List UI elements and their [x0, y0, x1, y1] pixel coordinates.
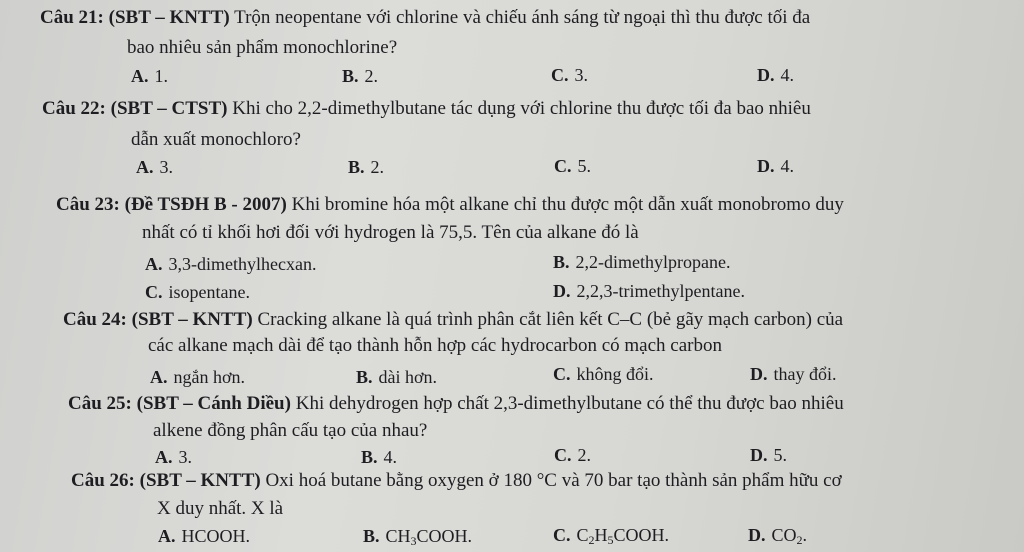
option-c: C. isopentane.: [145, 282, 250, 302]
question-source: (SBT – Cánh Diều): [136, 393, 291, 414]
question-23-line2: nhất có tỉ khối hơi đối với hydrogen là 75,5. Tên của alkane đó là: [142, 222, 639, 243]
question-25-line2: alkene đồng phân cấu tạo của nhau?: [153, 420, 428, 441]
option-b: B. 2.: [348, 157, 385, 177]
question-text: Khi cho 2,2-dimethylbutane tác dụng với chlorine thu được tối đa bao nhiêu: [232, 98, 811, 119]
question-source: (SBT – CTST): [110, 98, 228, 119]
question-text: Oxi hoá butane bằng oxygen ở 180 °C và 70 bar tạo thành sản phẩm hữu cơ: [265, 470, 842, 491]
question-26-line2: X duy nhất. X là: [157, 498, 284, 519]
question-source: (SBT – KNTT): [108, 7, 230, 28]
option-c: C. 2.: [554, 445, 591, 465]
question-source: (SBT – KNTT): [139, 470, 261, 491]
question-text: Cracking alkane là quá trình phân cắt liên kết C–C (bẻ gãy mạch carbon) của: [257, 309, 844, 330]
question-text: Khi bromine hóa một alkane chỉ thu được một dẫn xuất monobromo duy: [291, 194, 844, 215]
question-source: (SBT – KNTT): [131, 309, 253, 330]
question-number: Câu 22:: [42, 98, 106, 119]
question-number: Câu 23:: [56, 194, 120, 215]
option-a: A. 1.: [131, 66, 168, 86]
question-25-line1: [68, 392, 844, 416]
option-b: B. 2,2-dimethylpropane.: [553, 252, 731, 272]
question-21-line1: [40, 6, 810, 30]
option-b: B. dài hơn.: [356, 367, 438, 387]
option-b: B. 2.: [342, 66, 379, 86]
option-a: A. 3.: [155, 447, 192, 467]
question-text: Khi dehydrogen hợp chất 2,3-dimethylbutane có thể thu được bao nhiêu: [295, 393, 844, 414]
option-d: D. 5.: [750, 445, 787, 465]
question-23-line1: [56, 193, 844, 217]
question-22-line1: [42, 97, 811, 121]
question-21-line2: bao nhiêu sản phẩm monochlorine?: [127, 37, 398, 58]
option-d: D. $CO_2$.: [748, 525, 808, 547]
question-22-line2: dẫn xuất monochloro?: [131, 129, 301, 150]
option-c: C. 5.: [554, 156, 591, 176]
option-a: A. 3,3-dimethylhecxan.: [145, 254, 317, 274]
question-source: (Đề TSĐH B - 2007): [124, 194, 287, 215]
option-a: A. HCOOH.: [158, 526, 251, 546]
option-b: B. $CH_3COOH$.: [363, 526, 473, 548]
option-b: B. 4.: [361, 447, 398, 467]
option-a: A. 3.: [136, 157, 173, 177]
option-a: A. ngắn hơn.: [150, 367, 246, 387]
question-number: Câu 24:: [63, 309, 127, 330]
option-c: C. 3.: [551, 65, 588, 85]
option-c: C. không đổi.: [553, 364, 654, 384]
option-d: D. 2,2,3-trimethylpentane.: [553, 281, 745, 301]
option-d: D. 4.: [757, 65, 794, 85]
question-number: Câu 21:: [40, 7, 104, 28]
option-c: C. $C_2H_5COOH$.: [553, 525, 670, 547]
question-number: Câu 26:: [71, 470, 135, 491]
question-24-line1: [63, 308, 843, 332]
option-d: D. 4.: [757, 156, 794, 176]
question-26-line1: [71, 469, 842, 493]
question-text: Trộn neopentane với chlorine và chiếu ánh sáng từ ngoại thì thu được tối đa: [234, 7, 811, 28]
option-d: D. thay đổi.: [750, 364, 837, 384]
question-24-line2: các alkane mạch dài để tạo thành hỗn hợp các hydrocarbon có mạch carbon: [148, 335, 722, 356]
question-number: Câu 25:: [68, 393, 132, 414]
